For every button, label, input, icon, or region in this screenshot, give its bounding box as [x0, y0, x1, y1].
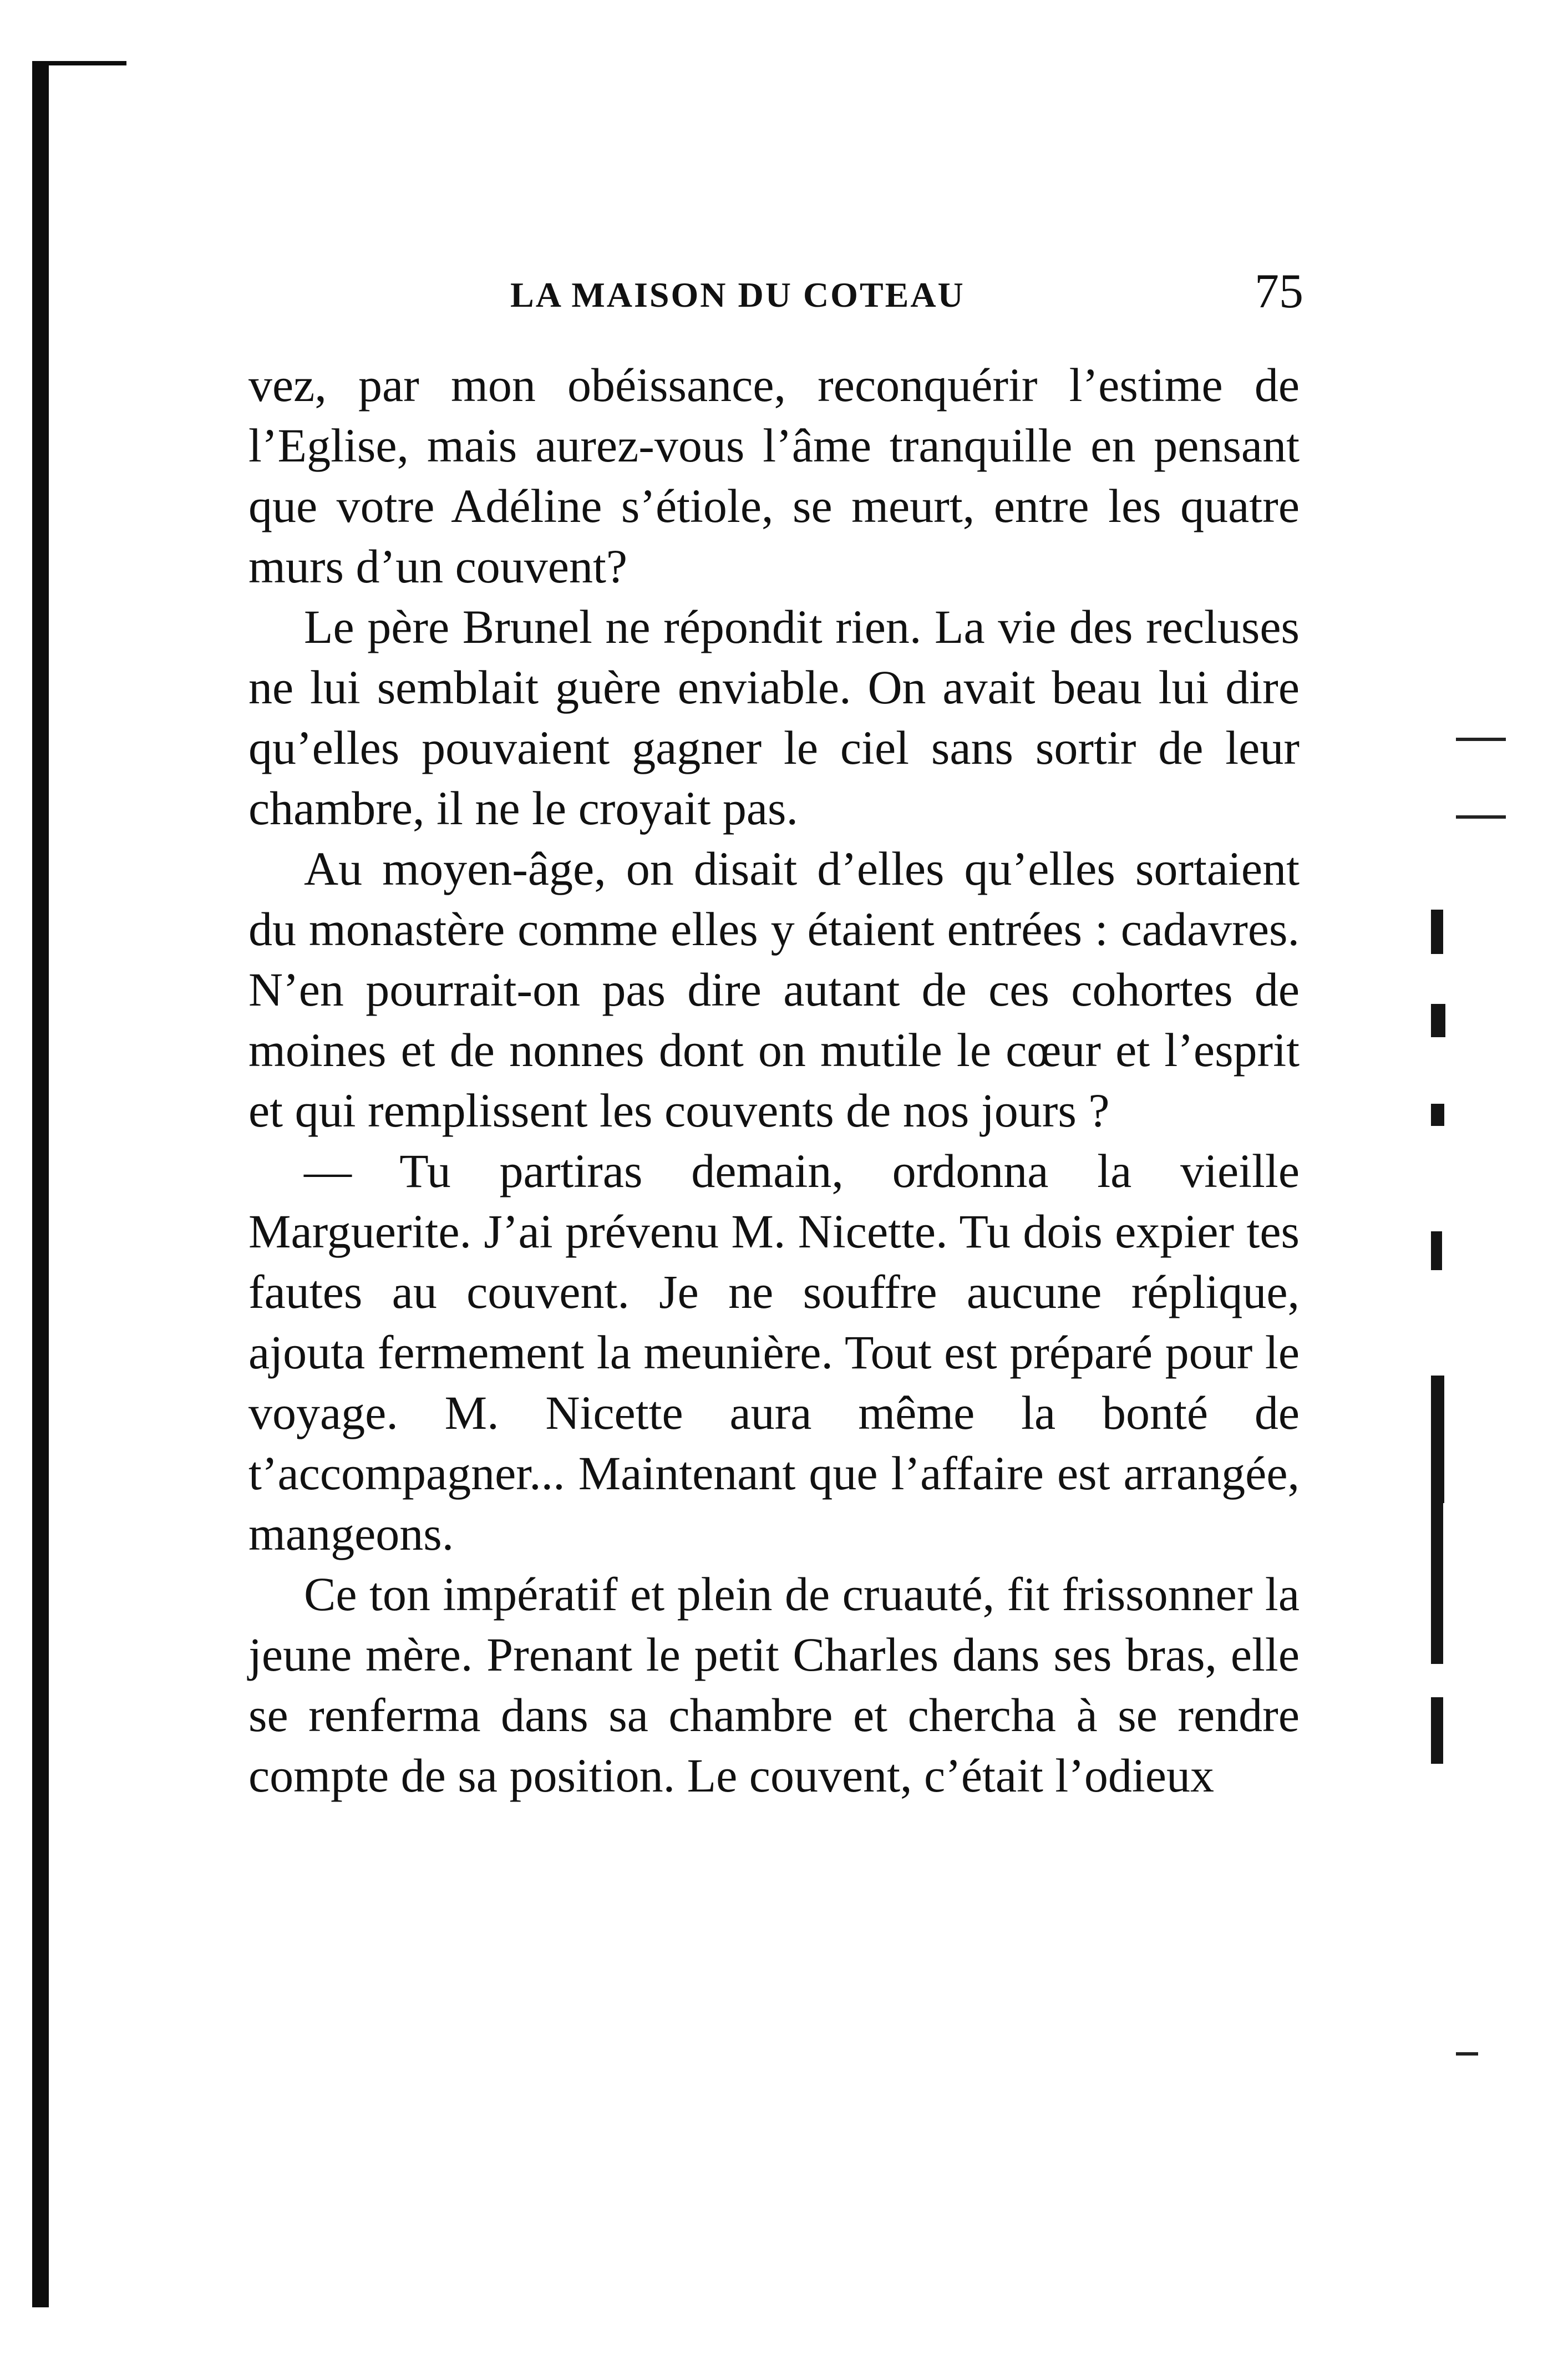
page-number: 75	[1255, 265, 1303, 318]
paragraph-3: Au moyen-âge, on disait d’elles qu’elles sortaient du monastère comme elles y étaient entrées : cadavres. N’en pourrait-on pas dire autant de ces cohortes de moines et de nonnes dont on mutile le cœur et l’esprit et qui remplissent les couvents de nos jours ?	[248, 842, 1300, 1137]
paragraph-2: Le père Brunel ne répondit rien. La vie des recluses ne lui semblait guère enviable. On avait beau lui dire qu’elles pouvaient gagner le ciel sans sortir de leur chambre, il ne le croyait pas.	[248, 600, 1300, 835]
margin-mark	[1431, 1376, 1444, 1503]
margin-mark	[1456, 2052, 1478, 2056]
margin-mark	[1431, 910, 1443, 954]
margin-mark	[1431, 1231, 1442, 1270]
page-header	[510, 263, 1303, 324]
binding-edge-cap	[32, 61, 126, 65]
margin-mark	[1431, 1004, 1445, 1037]
margin-mark	[1431, 1104, 1444, 1126]
margin-mark	[1456, 815, 1506, 819]
running-title: LA MAISON DU COTEAU	[510, 275, 965, 314]
body-text	[248, 355, 1300, 1806]
margin-mark	[1431, 1697, 1443, 1764]
paragraph-5: Ce ton impératif et plein de cruauté, fit frissonner la jeune mère. Prenant le petit Charles dans ses bras, elle se renferma dans sa chambre et chercha à se rendre compte de sa position. Le couvent, c’était l’odieux	[248, 1567, 1300, 1802]
margin-mark	[1431, 1498, 1443, 1664]
margin-mark	[1456, 738, 1506, 741]
paragraph-1: vez, par mon obéissance, reconquérir l’estime de l’Eglise, mais aurez-vous l’âme tranquille en pensant que votre Adéline s’étiole, se meurt, entre les quatre murs d’un couvent?	[248, 358, 1300, 593]
paragraph-4: — Tu partiras demain, ordonna la vieille Marguerite. J’ai prévenu M. Nicette. Tu dois expier tes fautes au couvent. Je ne souffre aucune réplique, ajouta fermement la meunière. Tout est préparé pour le voyage. M. Nicette aura même la bonté de t’accompagner... Maintenant que l’affaire est arrangée, mangeons.	[248, 1144, 1300, 1560]
left-binding-edge	[32, 61, 49, 2307]
